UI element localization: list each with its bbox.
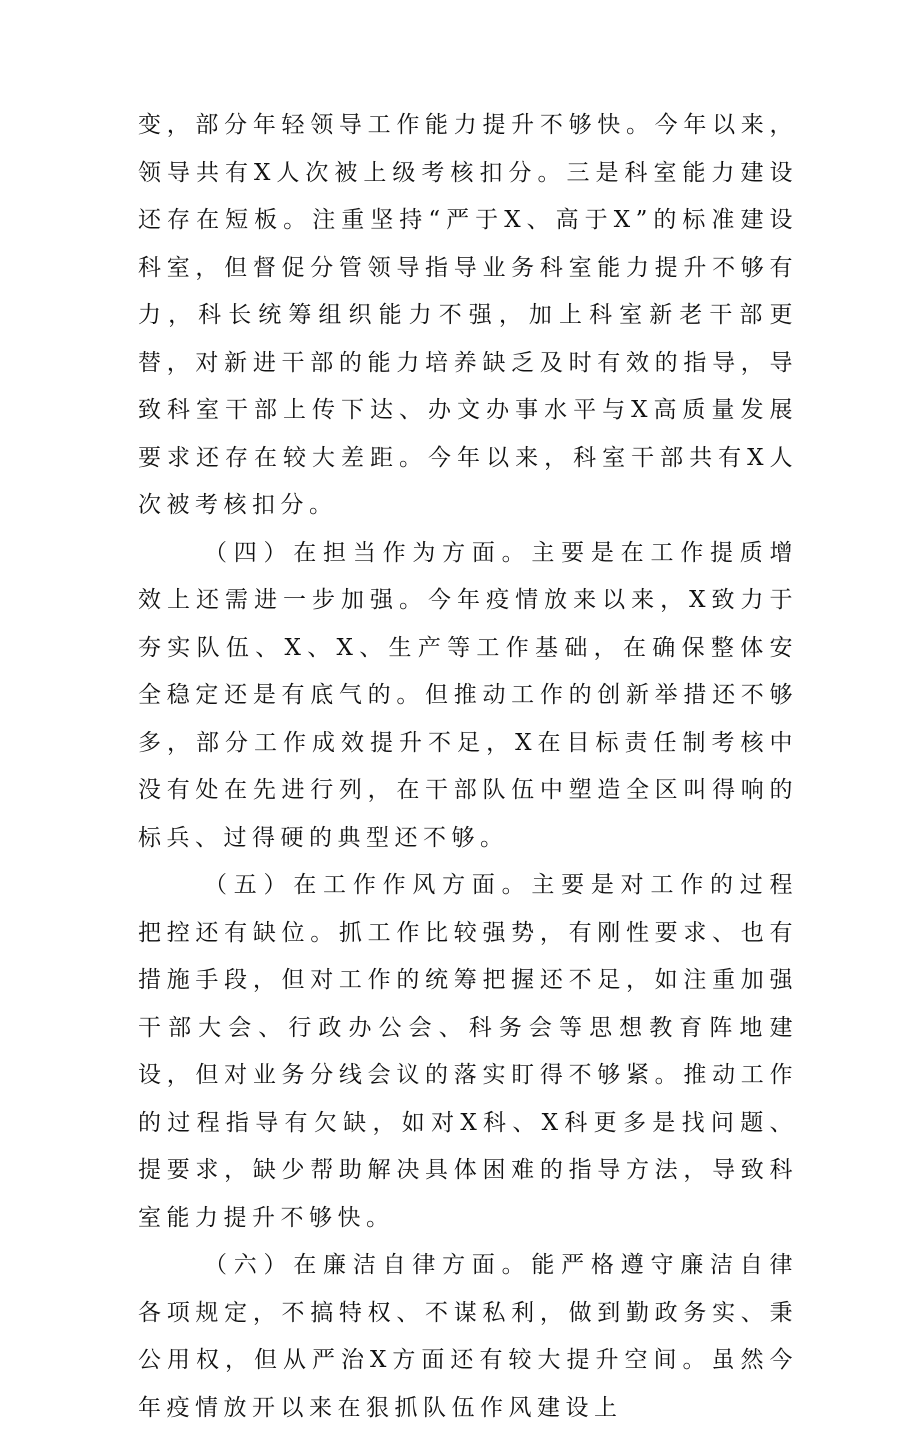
- paragraph-continuation: 变，部分年轻领导工作能力提升不够快。今年以来，领导共有X人次被上级考核扣分。三是科室能力建设还存在短板。注重坚持“严于X、高于X”的标准建设科室，但督促分管领导指导业务科室能力提升不够有力，科长统筹组织能力不强，加上科室新老干部更替，对新进干部的能力培养缺乏及时有效的指导，导致科室干部上传下达、办文办事水平与X高质量发展要求还存在较大差距。今年以来，科室干部共有X人次被考核扣分。: [138, 112, 798, 518]
- paragraph-section-4: （四）在担当作为方面。主要是在工作提质增效上还需进一步加强。今年疫情放来以来，X致力于夯实队伍、X、X、生产等工作基础，在确保整体安全稳定还是有底气的。但推动工作的创新举措还不够多，部分工作成效提升不足，X在目标责任制考核中没有处在先进行列，在干部队伍中塑造全区叫得响的标兵、过得硬的典型还不够。: [138, 539, 798, 851]
- body-text: [138, 102, 798, 1432]
- paragraph-section-6: （六）在廉洁自律方面。能严格遵守廉洁自律各项规定，不搞特权、不谋私利，做到勤政务实、秉公用权，但从严治X方面还有较大提升空间。虽然今年疫情放开以来在狠抓队伍作风建设上: [138, 1252, 798, 1421]
- paragraph-section-5: （五）在工作作风方面。主要是对工作的过程把控还有缺位。抓工作比较强势，有刚性要求、也有措施手段，但对工作的统筹把握还不足，如注重加强干部大会、行政办公会、科务会等思想教育阵地建设，但对业务分线会议的落实盯得不够紧。推动工作的过程指导有欠缺，如对X科、X科更多是找问题、提要求，缺少帮助解决具体困难的指导方法，导致科室能力提升不够快。: [138, 872, 798, 1231]
